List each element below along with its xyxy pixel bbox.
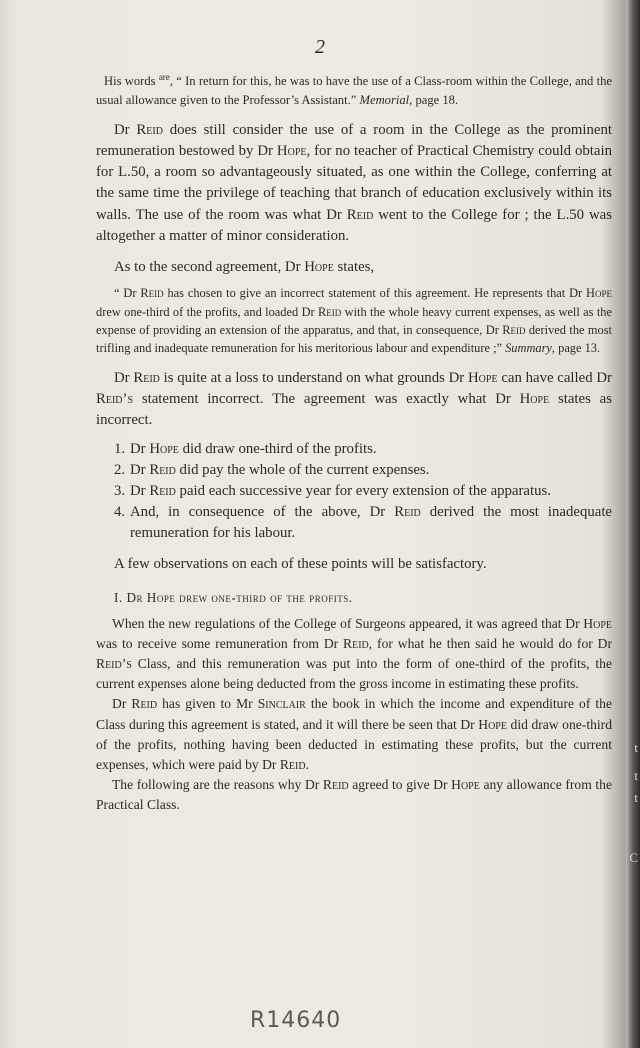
paragraph-reid-room: Dr Reid does still consider the use of a room in the College as the prominent remuneration bestowed by Dr Hope, for no teacher of Practical Chemistry could obtain for L.50, a room so advantageously situated, as one within the College, conferring at the same time the privilege of teaching that branch of education exclusively within its walls. The use of the room was what Dr Reid went to the College for ; the L.50 was altogether a matter of minor consideration.: [96, 121, 612, 244]
book-spine-edge: [626, 0, 640, 1048]
opening-quote: His words $^{are}$, “ In return for this, he was to have the use of a Class-room within the College, and the usual allowance given to the Professor’s Assistant.” Memorial, page 18.: [96, 72, 612, 107]
library-shelfmark: R14640: [250, 1008, 342, 1033]
list-item: 1. Dr Hope did draw one-third of the profits.: [114, 441, 377, 458]
summary-quote: “ Dr Reid has chosen to give an incorrect statement of this agreement. He represents that Dr Hope drew one-third of the profits, and loaded Dr Reid with the whole heavy current expenses, as well as the expense of providing an extension of the apparatus, and that, in consequence, Dr Reid derived the most trifling and inadequate remuneration for his meritorious labour and expenditure ;” Summary, page 13.: [96, 286, 612, 356]
paragraph-second-agreement: As to the second agreement, Dr Hope states,: [114, 259, 375, 275]
list-item: 2. Dr Reid did pay the whole of the current expenses.: [114, 462, 430, 479]
section-heading: I. Dr Hope drew one-third of the profits.: [114, 589, 353, 605]
page-content: [96, 68, 612, 816]
page-edge-marks: t t t C: [629, 740, 638, 865]
list-item: 4. And, in consequence of the above, Dr Reid derived the most inadequate remuneration for his labour.: [114, 504, 612, 542]
list-item: 3. Dr Reid paid each successive year for every extension of the apparatus.: [114, 483, 551, 500]
numbered-points-list: [96, 439, 612, 544]
paragraph-loss-to-understand: Dr Reid is quite at a loss to understand on what grounds Dr Hope can have called Dr Reid’s statement incorrect. The agreement was exactly what Dr Hope states as incorrect.: [96, 369, 612, 429]
paragraph-new-regulations: When the new regulations of the College of Surgeons appeared, it was agreed that Dr Hope was to receive some remuneration from Dr Reid, for what he then said he would do for Dr Reid’s Class, and this remuneration was put into the form of one-third of the profits, the current expenses alone being deducted from the gross income in estimating these profits.: [96, 615, 612, 692]
paragraph-observations: A few observations on each of these points will be satisfactory.: [114, 556, 487, 573]
page-number: 2: [315, 36, 325, 58]
paragraph-following-reasons: The following are the reasons why Dr Reid agreed to give Dr Hope any allowance from the Practical Class.: [96, 777, 612, 813]
paragraph-book-given: Dr Reid has given to Mr Sinclair the book in which the income and expenditure of the Class during this agreement is stated, and it will there be seen that Dr Hope did draw one-third of the profits, nothing having been deducted in estimating these profits, but the current expenses, which were paid by Dr Reid.: [96, 696, 613, 773]
